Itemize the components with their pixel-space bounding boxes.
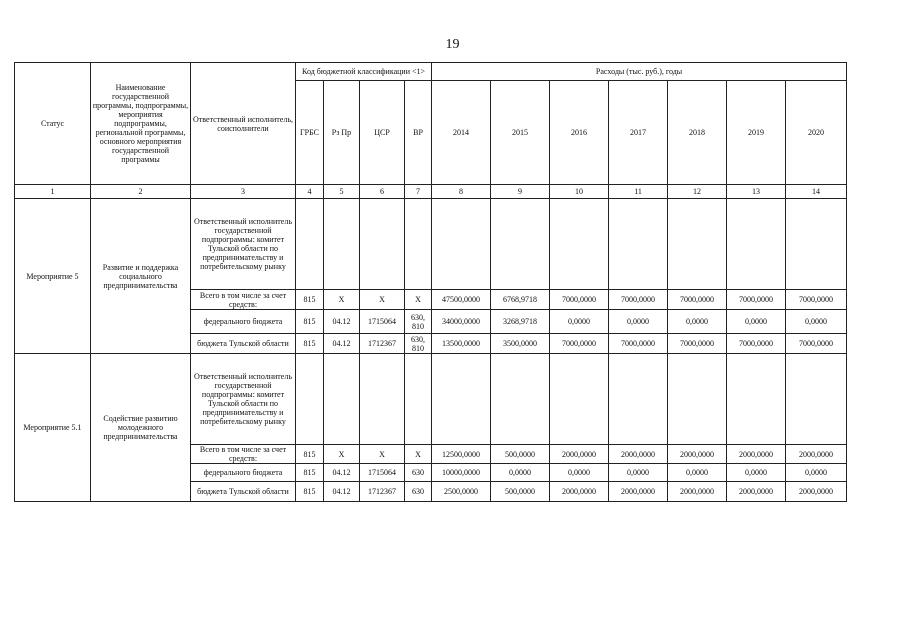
header-status: Статус bbox=[15, 63, 91, 185]
cell-value: 2000,0000 bbox=[727, 445, 786, 464]
cell-value: 0,0000 bbox=[668, 310, 727, 334]
column-number: 10 bbox=[550, 185, 609, 199]
cell-rzpr: X bbox=[324, 290, 360, 310]
cell-grbs: 815 bbox=[296, 334, 324, 354]
line-label: Всего в том числе за счет средств: bbox=[191, 290, 296, 310]
table-row bbox=[15, 354, 847, 445]
cell-value: 0,0000 bbox=[727, 464, 786, 482]
cell-vr: 630 bbox=[405, 464, 432, 482]
cell-csr: X bbox=[360, 445, 405, 464]
column-number: 8 bbox=[432, 185, 491, 199]
header-csr: ЦСР bbox=[360, 81, 405, 185]
line-label: бюджета Тульской области bbox=[191, 334, 296, 354]
header-kbk: Код бюджетной классификации <1> bbox=[296, 63, 432, 81]
line-label: бюджета Тульской области bbox=[191, 482, 296, 502]
cell-value: 13500,0000 bbox=[432, 334, 491, 354]
cell-value: 34000,0000 bbox=[432, 310, 491, 334]
row-name: Развитие и поддержка социального предпринимательства bbox=[91, 199, 191, 354]
cell-value: 7000,0000 bbox=[786, 290, 847, 310]
cell-value: 0,0000 bbox=[609, 464, 668, 482]
cell-value: 7000,0000 bbox=[609, 290, 668, 310]
cell-value: 0,0000 bbox=[786, 464, 847, 482]
cell-value: 2000,0000 bbox=[550, 445, 609, 464]
cell-grbs: 815 bbox=[296, 445, 324, 464]
cell-value: 7000,0000 bbox=[668, 334, 727, 354]
cell-vr: 630, 810 bbox=[405, 334, 432, 354]
header-year: 2018 bbox=[668, 81, 727, 185]
cell-csr: X bbox=[360, 290, 405, 310]
cell-grbs: 815 bbox=[296, 310, 324, 334]
column-number: 3 bbox=[191, 185, 296, 199]
column-number: 11 bbox=[609, 185, 668, 199]
cell-value: 2000,0000 bbox=[786, 482, 847, 502]
cell-value: 2000,0000 bbox=[550, 482, 609, 502]
header-year: 2020 bbox=[786, 81, 847, 185]
column-number: 6 bbox=[360, 185, 405, 199]
cell-csr: 1715064 bbox=[360, 310, 405, 334]
cell-vr: X bbox=[405, 290, 432, 310]
column-number: 5 bbox=[324, 185, 360, 199]
cell-value: 7000,0000 bbox=[550, 334, 609, 354]
cell-value: 3500,0000 bbox=[491, 334, 550, 354]
cell-value: 0,0000 bbox=[727, 310, 786, 334]
cell-grbs: 815 bbox=[296, 290, 324, 310]
cell-value: 2000,0000 bbox=[727, 482, 786, 502]
cell-csr: 1715064 bbox=[360, 464, 405, 482]
header-year: 2014 bbox=[432, 81, 491, 185]
cell-value: 2000,0000 bbox=[786, 445, 847, 464]
line-label: Всего в том числе за счет средств: bbox=[191, 445, 296, 464]
cell-value: 3268,9718 bbox=[491, 310, 550, 334]
cell-value: 500,0000 bbox=[491, 445, 550, 464]
row-status: Мероприятие 5.1 bbox=[15, 354, 91, 502]
cell-vr: 630, 810 bbox=[405, 310, 432, 334]
header-expenses: Расходы (тыс. руб.), годы bbox=[432, 63, 847, 81]
cell-value: 7000,0000 bbox=[609, 334, 668, 354]
cell-value: 7000,0000 bbox=[727, 334, 786, 354]
cell-vr: X bbox=[405, 445, 432, 464]
cell-value: 0,0000 bbox=[550, 310, 609, 334]
row-name: Содействие развитию молодежного предпринимательства bbox=[91, 354, 191, 502]
column-number: 9 bbox=[491, 185, 550, 199]
row-status: Мероприятие 5 bbox=[15, 199, 91, 354]
cell-rzpr: 04.12 bbox=[324, 310, 360, 334]
cell-rzpr: 04.12 bbox=[324, 334, 360, 354]
row-responsible: Ответственный исполнитель государственной подпрограммы: комитет Тульской области по предпринимательству и потребительскому рынку bbox=[191, 199, 296, 290]
table-row bbox=[15, 199, 847, 290]
header-year: 2019 bbox=[727, 81, 786, 185]
cell-value: 10000,0000 bbox=[432, 464, 491, 482]
cell-grbs: 815 bbox=[296, 482, 324, 502]
cell-value: 2000,0000 bbox=[668, 482, 727, 502]
column-number-row bbox=[15, 185, 847, 199]
cell-value: 500,0000 bbox=[491, 482, 550, 502]
header-vr: ВР bbox=[405, 81, 432, 185]
column-number: 14 bbox=[786, 185, 847, 199]
cell-vr: 630 bbox=[405, 482, 432, 502]
cell-rzpr: 04.12 bbox=[324, 464, 360, 482]
header-year: 2017 bbox=[609, 81, 668, 185]
line-label: федерального бюджета bbox=[191, 464, 296, 482]
budget-table bbox=[14, 62, 847, 502]
column-number: 12 bbox=[668, 185, 727, 199]
column-number: 4 bbox=[296, 185, 324, 199]
column-number: 2 bbox=[91, 185, 191, 199]
cell-value: 7000,0000 bbox=[550, 290, 609, 310]
row-responsible: Ответственный исполнитель государственной подпрограммы: комитет Тульской области по предпринимательству и потребительскому рынку bbox=[191, 354, 296, 445]
cell-csr: 1712367 bbox=[360, 482, 405, 502]
cell-value: 0,0000 bbox=[609, 310, 668, 334]
cell-value: 7000,0000 bbox=[727, 290, 786, 310]
cell-value: 6768,9718 bbox=[491, 290, 550, 310]
cell-value: 7000,0000 bbox=[668, 290, 727, 310]
cell-value: 0,0000 bbox=[550, 464, 609, 482]
cell-value: 0,0000 bbox=[786, 310, 847, 334]
cell-value: 2000,0000 bbox=[609, 482, 668, 502]
column-number: 7 bbox=[405, 185, 432, 199]
cell-value: 7000,0000 bbox=[786, 334, 847, 354]
header-year: 2015 bbox=[491, 81, 550, 185]
header-rzpr: Рз Пр bbox=[324, 81, 360, 185]
cell-value: 2500,0000 bbox=[432, 482, 491, 502]
column-number: 1 bbox=[15, 185, 91, 199]
header-responsible: Ответственный исполнитель, соисполнители bbox=[191, 63, 296, 185]
cell-grbs: 815 bbox=[296, 464, 324, 482]
cell-rzpr: X bbox=[324, 445, 360, 464]
cell-value: 0,0000 bbox=[668, 464, 727, 482]
cell-value: 0,0000 bbox=[491, 464, 550, 482]
cell-value: 47500,0000 bbox=[432, 290, 491, 310]
page-number: 19 bbox=[445, 37, 460, 52]
cell-value: 2000,0000 bbox=[609, 445, 668, 464]
cell-csr: 1712367 bbox=[360, 334, 405, 354]
header-name: Наименование государственной программы, подпрограммы, мероприятия подпрограммы, региональной программы, основного мероприятия государственной программы bbox=[91, 63, 191, 185]
cell-rzpr: 04.12 bbox=[324, 482, 360, 502]
cell-value: 2000,0000 bbox=[668, 445, 727, 464]
header-year: 2016 bbox=[550, 81, 609, 185]
column-number: 13 bbox=[727, 185, 786, 199]
line-label: федерального бюджета bbox=[191, 310, 296, 334]
cell-value: 12500,0000 bbox=[432, 445, 491, 464]
header-grbs: ГРБС bbox=[296, 81, 324, 185]
